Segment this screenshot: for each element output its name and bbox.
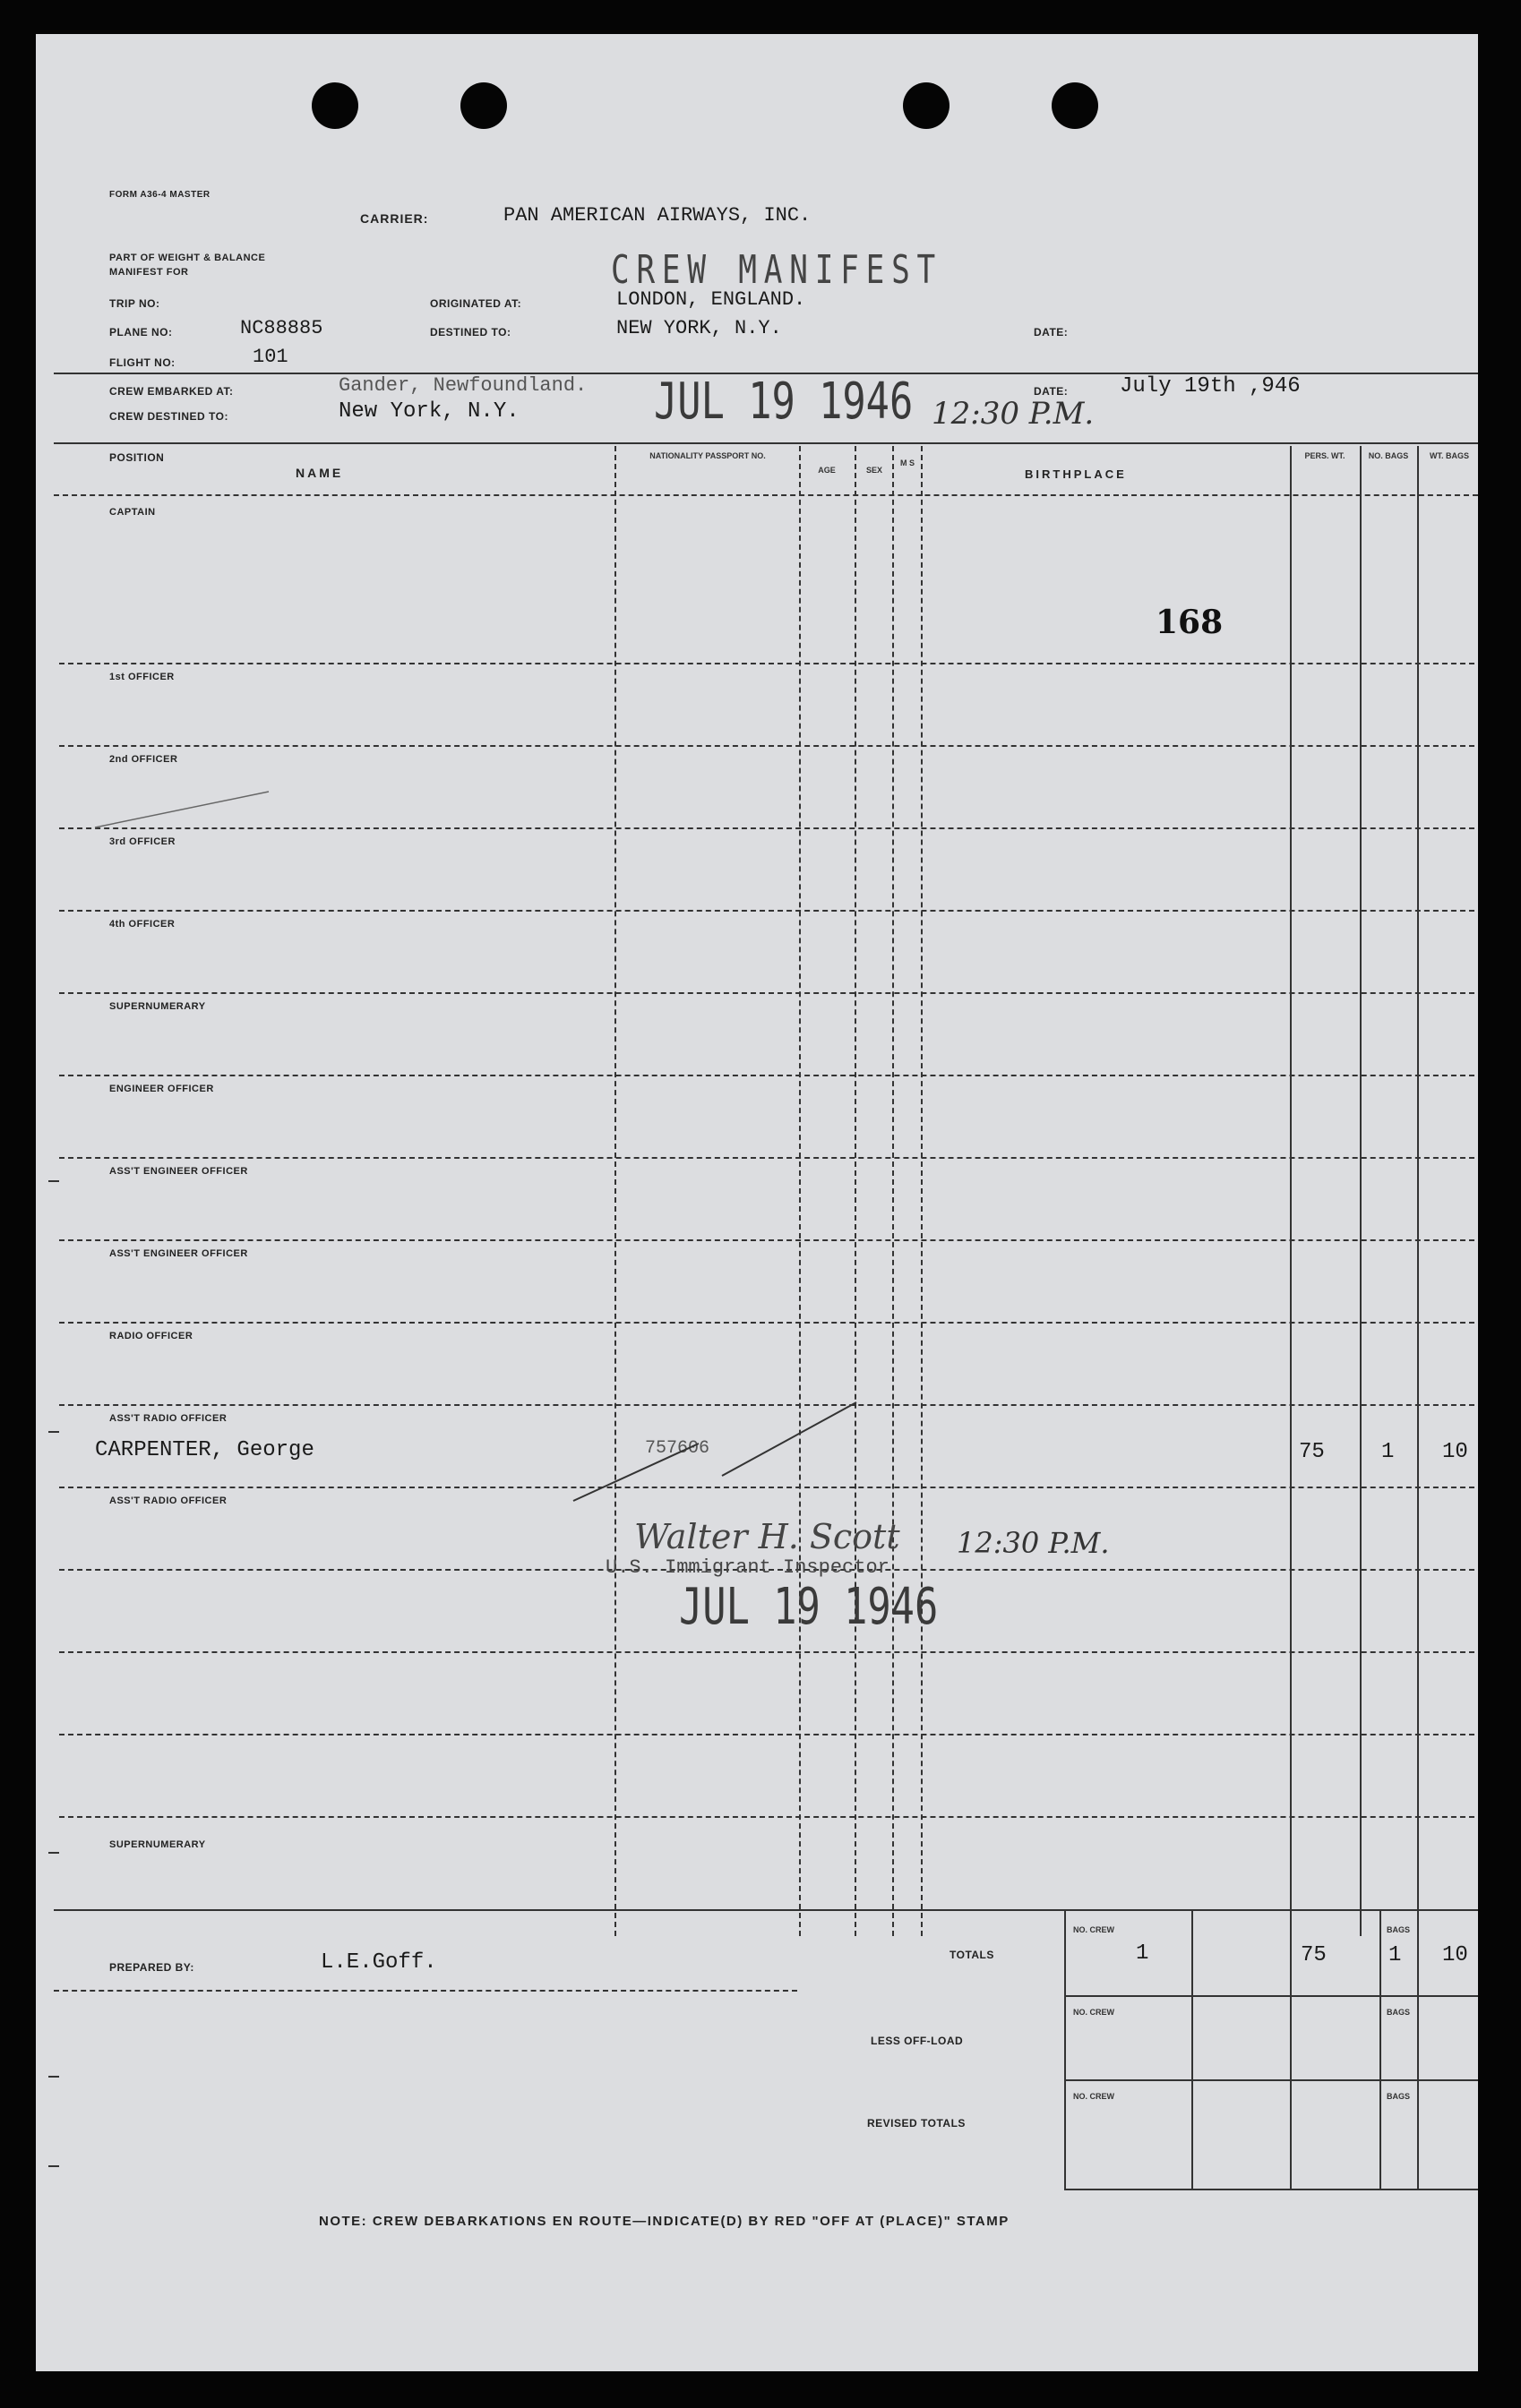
crew-wt-bags: 10 bbox=[1442, 1440, 1468, 1464]
row-rule bbox=[59, 1734, 1474, 1735]
row-rule bbox=[59, 992, 1474, 994]
flight-label: FLIGHT NO: bbox=[109, 356, 176, 369]
punch-hole bbox=[1052, 82, 1098, 129]
position-label: 3rd OFFICER bbox=[109, 836, 176, 847]
prepared-by-label: PREPARED BY: bbox=[109, 1961, 194, 1974]
debarkation-note: NOTE: CREW DEBARKATIONS EN ROUTE—INDICATE(D) BY RED "OFF AT (PLACE)" STAMP bbox=[319, 2214, 1010, 2229]
column-divider bbox=[1290, 446, 1292, 1936]
footer-top-rule bbox=[54, 1909, 1478, 1911]
col-ms: M S bbox=[899, 458, 915, 467]
bags-label: BAGS bbox=[1387, 2008, 1411, 2017]
totals-crew: 1 bbox=[1136, 1941, 1149, 1966]
punch-hole bbox=[312, 82, 358, 129]
received-date-stamp: JUL 19 1946 bbox=[654, 373, 914, 431]
crew-pers-wt: 75 bbox=[1299, 1440, 1325, 1464]
margin-tick bbox=[48, 1852, 59, 1854]
crew-name: CARPENTER, George bbox=[95, 1438, 314, 1462]
no-crew-label: NO. CREW bbox=[1073, 2092, 1114, 2101]
prepared-by-rule bbox=[54, 1990, 797, 1992]
bags-label: BAGS bbox=[1387, 2092, 1411, 2101]
totals-wt-bags: 10 bbox=[1442, 1943, 1468, 1967]
embarked-label: CREW EMBARKED AT: bbox=[109, 385, 234, 398]
row-rule bbox=[59, 745, 1474, 747]
punch-hole bbox=[903, 82, 950, 129]
column-divider bbox=[614, 446, 616, 1936]
position-label: RADIO OFFICER bbox=[109, 1331, 193, 1341]
carrier-value: PAN AMERICAN AIRWAYS, INC. bbox=[503, 204, 812, 227]
column-header-rule bbox=[54, 494, 1478, 496]
position-label: 1st OFFICER bbox=[109, 672, 175, 682]
col-wt-bags: WT. BAGS bbox=[1430, 451, 1469, 460]
column-divider bbox=[855, 446, 856, 1936]
column-divider bbox=[892, 446, 894, 1936]
destined-label: DESTINED TO: bbox=[430, 326, 511, 338]
embarked-value: Gander, Newfoundland. bbox=[339, 374, 588, 397]
bags-label: BAGS bbox=[1387, 1925, 1411, 1934]
col-sex: SEX bbox=[865, 466, 882, 475]
margin-tick bbox=[48, 1180, 59, 1182]
totals-wt: 75 bbox=[1301, 1943, 1327, 1967]
position-label: 4th OFFICER bbox=[109, 919, 176, 930]
inspector-time: 12:30 P.M. bbox=[957, 1526, 1110, 1560]
trip-label: TRIP NO: bbox=[109, 297, 160, 310]
margin-tick bbox=[48, 1431, 59, 1433]
date-label: DATE: bbox=[1034, 326, 1069, 338]
col-birthplace: BIRTHPLACE bbox=[1025, 467, 1127, 481]
position-label: ASS'T ENGINEER OFFICER bbox=[109, 1166, 248, 1177]
totals-box-rule bbox=[1064, 2189, 1478, 2190]
pen-stroke-mark bbox=[90, 783, 296, 836]
row-rule bbox=[59, 1816, 1474, 1818]
totals-bags: 1 bbox=[1388, 1943, 1402, 1967]
row-rule bbox=[59, 1075, 1474, 1076]
received-time: 12:30 P.M. bbox=[932, 396, 1095, 432]
manifest-page bbox=[36, 34, 1478, 2371]
manifest-for-label: MANIFEST FOR bbox=[109, 267, 189, 278]
form-number: FORM A36-4 MASTER bbox=[109, 190, 211, 200]
inspector-signature: Walter H. Scott bbox=[634, 1517, 900, 1556]
column-divider bbox=[1360, 446, 1362, 1936]
position-label: ASS'T ENGINEER OFFICER bbox=[109, 1248, 248, 1259]
inspector-date-stamp: JUL 19 1946 bbox=[679, 1578, 939, 1636]
revised-totals-label: REVISED TOTALS bbox=[867, 2117, 966, 2129]
position-label: SUPERNUMERARY bbox=[109, 1001, 206, 1012]
row-rule bbox=[59, 1239, 1474, 1241]
column-divider bbox=[921, 446, 923, 1936]
row-rule bbox=[59, 910, 1474, 912]
part-of-label: PART OF WEIGHT & BALANCE bbox=[109, 253, 266, 263]
plane-label: PLANE NO: bbox=[109, 326, 173, 338]
row-rule bbox=[59, 1157, 1474, 1159]
no-crew-label: NO. CREW bbox=[1073, 2008, 1114, 2017]
crew-passport: 757606 bbox=[645, 1438, 710, 1459]
date2-value: July 19th ,946 bbox=[1120, 374, 1301, 398]
position-label: ASS'T RADIO OFFICER bbox=[109, 1495, 228, 1506]
flight-value: 101 bbox=[253, 346, 288, 368]
col-pers-wt: PERS. WT. bbox=[1304, 451, 1345, 460]
totals-box-rule bbox=[1064, 2079, 1478, 2081]
col-name: NAME bbox=[296, 466, 344, 480]
originated-label: ORIGINATED AT: bbox=[430, 297, 522, 310]
position-label: 2nd OFFICER bbox=[109, 754, 178, 765]
totals-box-rule bbox=[1064, 1995, 1478, 1997]
margin-tick bbox=[48, 2165, 59, 2167]
totals-box-left bbox=[1064, 1909, 1066, 2190]
position-label: ENGINEER OFFICER bbox=[109, 1084, 214, 1094]
margin-tick bbox=[48, 2076, 59, 2078]
originated-value: LONDON, ENGLAND. bbox=[616, 288, 806, 311]
row-rule bbox=[59, 1322, 1474, 1324]
punch-hole bbox=[460, 82, 507, 129]
prepared-by-value: L.E.Goff. bbox=[321, 1950, 437, 1975]
inspector-title: U.S. Immigrant Inspector bbox=[606, 1556, 889, 1579]
row-rule bbox=[59, 1651, 1474, 1653]
col-age: AGE bbox=[818, 466, 836, 475]
totals-box-divider bbox=[1191, 1909, 1193, 2190]
manifest-title: CREW MANIFEST bbox=[611, 247, 943, 293]
plane-value: NC88885 bbox=[240, 317, 323, 339]
col-no-bags: NO. BAGS bbox=[1368, 451, 1409, 460]
position-label: CAPTAIN bbox=[109, 507, 156, 518]
carrier-label: CARRIER: bbox=[360, 211, 429, 226]
col-nationality: NATIONALITY PASSPORT NO. bbox=[649, 451, 766, 460]
column-divider bbox=[1417, 446, 1419, 1936]
pen-strike-mark bbox=[564, 1395, 905, 1521]
crew-destined-label: CREW DESTINED TO: bbox=[109, 410, 228, 423]
less-offload-label: LESS OFF-LOAD bbox=[871, 2035, 964, 2047]
totals-box-divider bbox=[1379, 1909, 1381, 2190]
crew-destined-value: New York, N.Y. bbox=[339, 399, 520, 424]
totals-label: TOTALS bbox=[950, 1949, 994, 1961]
position-label: ASS'T RADIO OFFICER bbox=[109, 1413, 228, 1424]
position-label: SUPERNUMERARY bbox=[109, 1839, 206, 1850]
column-divider bbox=[799, 446, 801, 1936]
totals-box-divider bbox=[1417, 1909, 1419, 2190]
date2-label: DATE: bbox=[1034, 385, 1069, 398]
row-rule bbox=[59, 663, 1474, 664]
totals-box-divider bbox=[1290, 1909, 1292, 2190]
page-number: 168 bbox=[1156, 604, 1224, 641]
destined-value: NEW YORK, N.Y. bbox=[616, 317, 782, 339]
crew-no-bags: 1 bbox=[1381, 1440, 1395, 1464]
col-position: POSITION bbox=[109, 451, 165, 464]
no-crew-label: NO. CREW bbox=[1073, 1925, 1114, 1934]
table-top-rule bbox=[54, 442, 1478, 444]
